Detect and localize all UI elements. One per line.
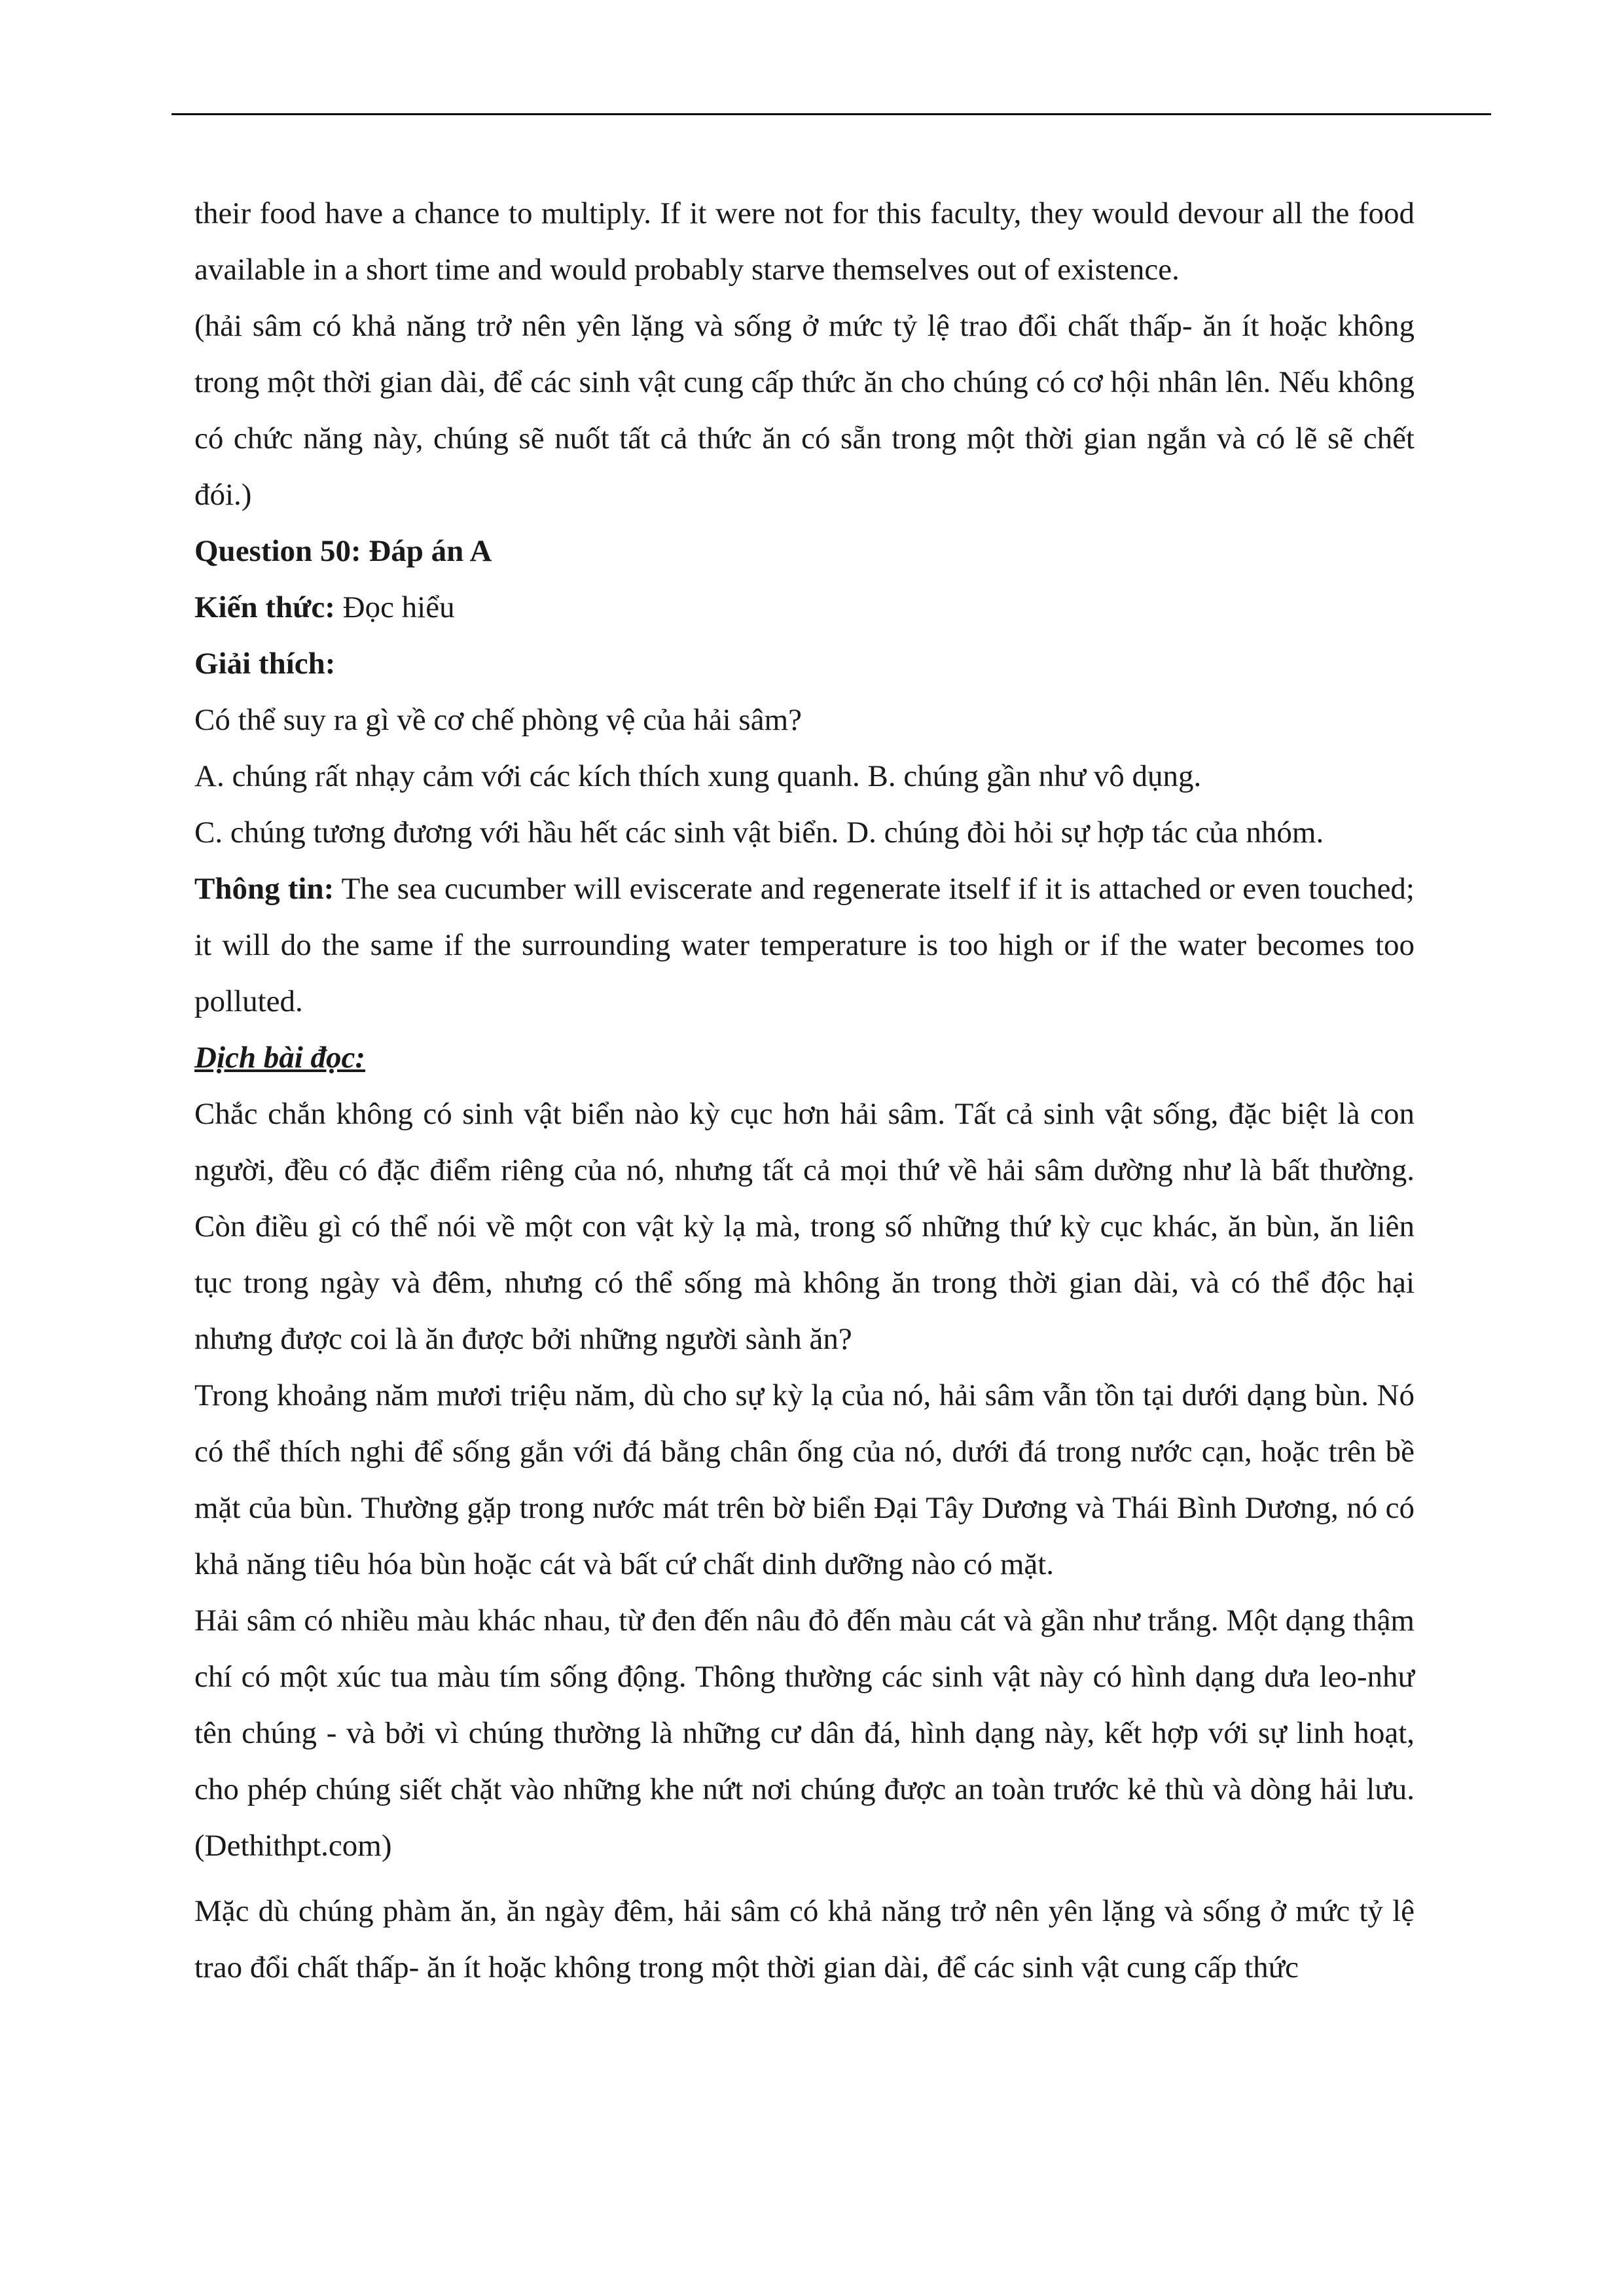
explanation-label: Giải thích:	[194, 647, 336, 681]
info-paragraph	[194, 861, 1415, 1030]
document-body	[194, 185, 1415, 1996]
translation-paragraph-3: Hải sâm có nhiều màu khác nhau, từ đen đến nâu đỏ đến màu cát và gần như trắng. Một dạng thậm chí có một xúc tua màu tím sống động. Thông thường các sinh vật này có hình dạng dưa leo-như tên chúng - và bởi vì chúng thường là những cư dân đá, hình dạng này, kết hợp với sự linh hoạt, cho phép chúng siết chặt vào những khe nứt nơi chúng được an toàn trước kẻ thù và dòng hải lưu. (Dethithpt.com)	[194, 1604, 1415, 1863]
info-text: The sea cucumber will eviscerate and regenerate itself if it is attached or even touched; it will do the same if the surrounding water temperature is too high or if the water becomes too polluted.	[194, 872, 1415, 1018]
knowledge-value: Đọc hiểu	[334, 590, 455, 624]
translation-paragraph-4: Mặc dù chúng phàm ăn, ăn ngày đêm, hải sâm có khả năng trở nên yên lặng và sống ở mức tỷ lệ trao đổi chất thấp- ăn ít hoặc không trong một thời gian dài, để các sinh vật cung cấp thức	[194, 1894, 1415, 1984]
header-rule	[171, 113, 1491, 115]
info-label: Thông tin:	[194, 872, 334, 906]
translation-paragraph-1: Chắc chắn không có sinh vật biển nào kỳ cục hơn hải sâm. Tất cả sinh vật sống, đặc biệt là con người, đều có đặc điểm riêng của nó, nhưng tất cả mọi thứ về hải sâm dường như là bất thường. Còn điều gì có thể nói về một con vật kỳ lạ mà, trong số những thứ kỳ cục khác, ăn bùn, ăn liên tục trong ngày và đêm, nhưng có thể sống mà không ăn trong thời gian dài, và có thể độc hại nhưng được coi là ăn được bởi những người sành ăn?	[194, 1097, 1415, 1356]
translation-heading: Dịch bài đọc:	[194, 1041, 366, 1075]
translation-paragraph-2: Trong khoảng năm mươi triệu năm, dù cho sự kỳ lạ của nó, hải sâm vẫn tồn tại dưới dạng bùn. Nó có thể thích nghi để sống gắn với đá bằng chân ống của nó, dưới đá trong nước cạn, hoặc trên bề mặt của bùn. Thường gặp trong nước mát trên bờ biển Đại Tây Dương và Thái Bình Dương, nó có khả năng tiêu hóa bùn hoặc cát và bất cứ chất dinh dưỡng nào có mặt.	[194, 1378, 1415, 1581]
question-prompt: Có thể suy ra gì về cơ chế phòng vệ của hải sâm?	[194, 703, 802, 737]
continuation-vietnamese: (hải sâm có khả năng trở nên yên lặng và sống ở mức tỷ lệ trao đổi chất thấp- ăn ít hoặc không trong một thời gian dài, để các sinh vật cung cấp thức ăn cho chúng có cơ hội nhân lên. Nếu không có chức năng này, chúng sẽ nuốt tất cả thức ăn có sẵn trong một thời gian ngắn và có lẽ sẽ chết đói.)	[194, 309, 1415, 512]
knowledge-line	[194, 579, 1415, 636]
knowledge-label: Kiến thức:	[194, 590, 335, 624]
continuation-english: their food have a chance to multiply. If it were not for this faculty, they would devour all the food available in a short time and would probably starve themselves out of existence.	[194, 196, 1415, 287]
options-line-1: A. chúng rất nhạy cảm với các kích thích xung quanh. B. chúng gần như vô dụng.	[194, 759, 1202, 793]
question-title: Question 50: Đáp án A	[194, 534, 492, 568]
options-line-2: C. chúng tương đương với hầu hết các sinh vật biển. D. chúng đòi hỏi sự hợp tác của nhóm.	[194, 816, 1324, 850]
